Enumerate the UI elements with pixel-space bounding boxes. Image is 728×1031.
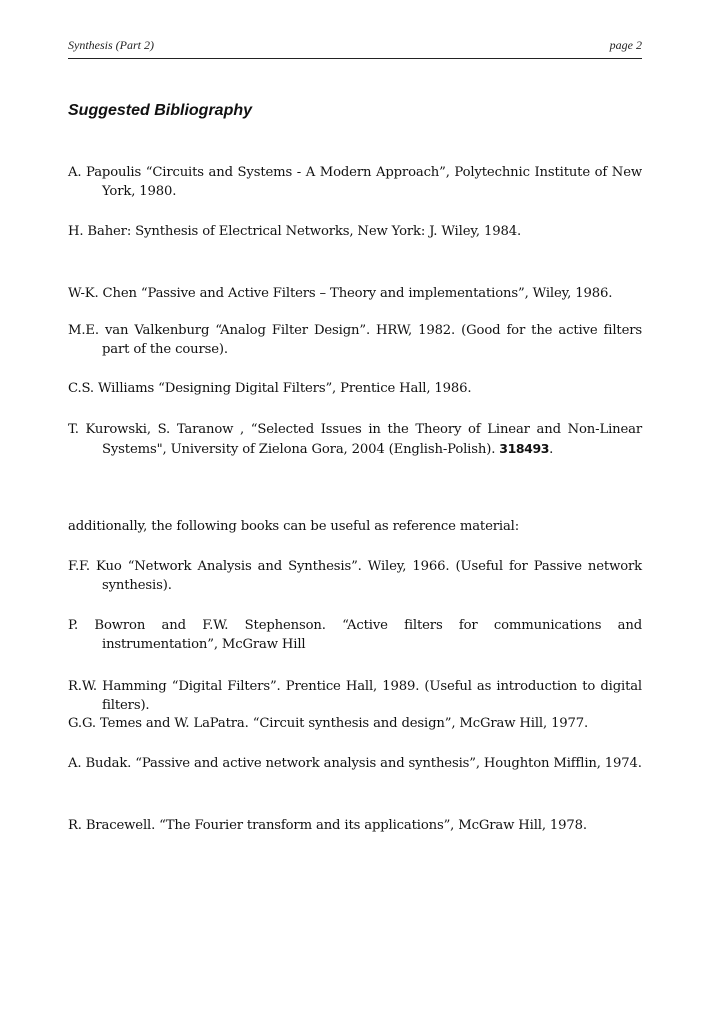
header-rule — [68, 58, 642, 59]
bibliography-entry: A. Papoulis “Circuits and Systems - A Modern Approach”, Polytechnic Institute of New York, 1980. — [68, 165, 642, 199]
reference-entry: G.G. Temes and W. LaPatra. “Circuit synthesis and design”, McGraw Hill, 1977. — [68, 716, 589, 731]
header-title: Synthesis (Part 2) — [68, 38, 154, 52]
reference-entry: R.W. Hamming “Digital Filters”. Prentice Hall, 1989. (Useful as introduction to digital filters). — [68, 679, 642, 713]
entry-end: . — [549, 442, 554, 457]
bibliography-entry: W-K. Chen “Passive and Active Filters – Theory and implementations”, Wiley, 1986. — [68, 286, 613, 301]
bibliography-entry: C.S. Williams “Designing Digital Filters”, Prentice Hall, 1986. — [68, 381, 472, 396]
reference-entry: F.F. Kuo “Network Analysis and Synthesis”. Wiley, 1966. (Useful for Passive network synthesis). — [68, 559, 642, 593]
bibliography-entry-kurowski — [68, 420, 642, 459]
catalog-code: 318493 — [499, 441, 550, 456]
additional-intro: additionally, the following books can be useful as reference material: — [68, 519, 520, 534]
reference-entry: A. Budak. “Passive and active network analysis and synthesis”, Houghton Mifflin, 1974. — [68, 756, 642, 771]
page-number: page 2 — [609, 38, 642, 52]
section-heading: Suggested Bibliography — [68, 102, 253, 119]
running-header — [68, 38, 642, 54]
reference-entry: P. Bowron and F.W. Stephenson. “Active filters for communications and instrumentation”, McGraw Hill — [68, 618, 642, 652]
entry-text: T. Kurowski, S. Taranow , “Selected Issues in the Theory of Linear and Non-Linear Systems", University of Zielona Gora, 2004 (English-Polish). — [68, 422, 642, 457]
reference-entry: R. Bracewell. “The Fourier transform and its applications”, McGraw Hill, 1978. — [68, 818, 587, 833]
bibliography-entry: H. Baher: Synthesis of Electrical Networks, New York: J. Wiley, 1984. — [68, 224, 521, 239]
bibliography-entry: M.E. van Valkenburg “Analog Filter Design”. HRW, 1982. (Good for the active filters part of the course). — [68, 323, 642, 357]
